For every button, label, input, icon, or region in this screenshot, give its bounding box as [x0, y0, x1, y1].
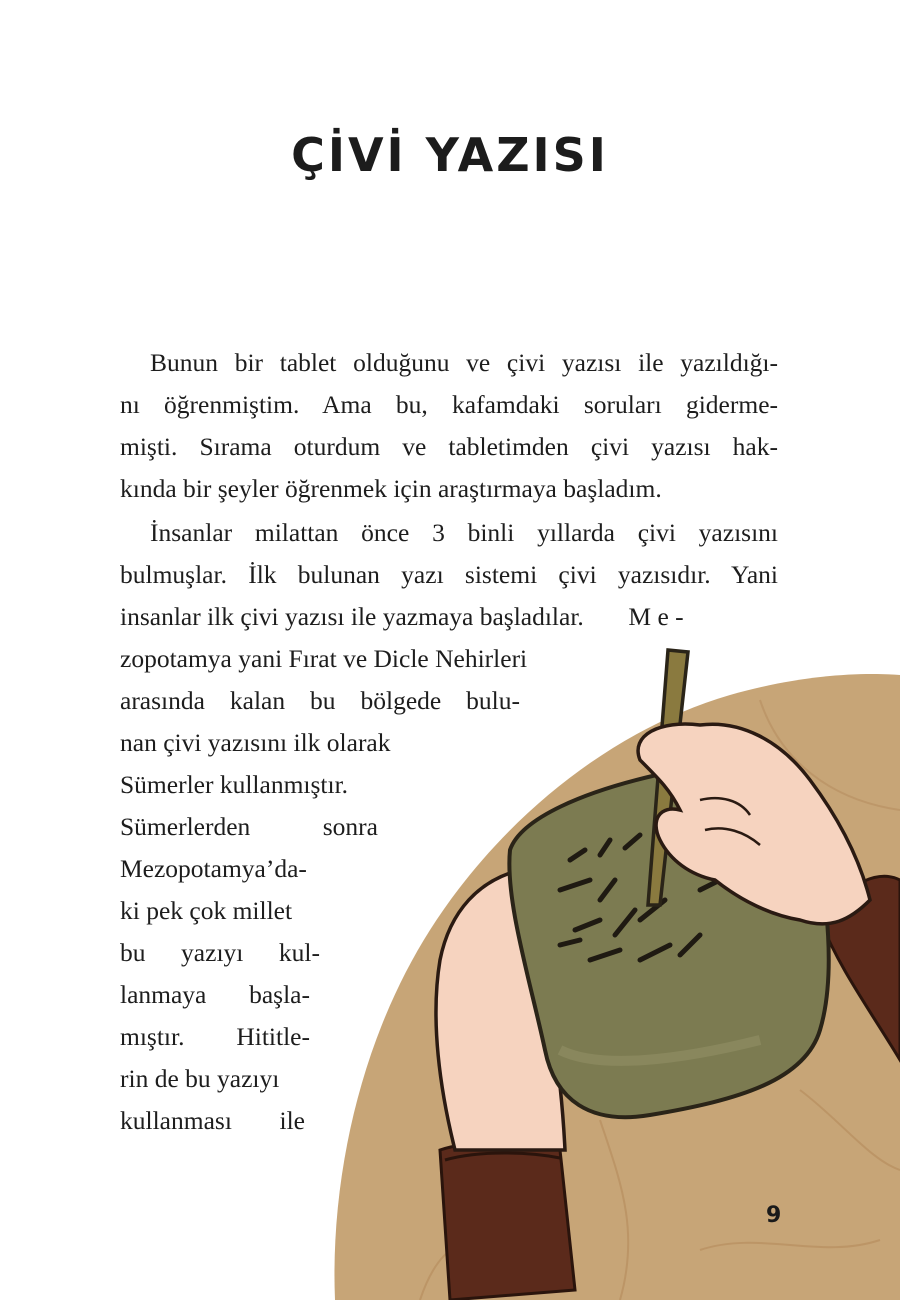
text-line: bulmuşlar. İlk bulunan yazı sistemi çivi yazısıdır. Yani	[120, 560, 778, 589]
paragraph-1	[120, 342, 778, 510]
paragraph-2	[120, 512, 778, 638]
text-line: insanlar ilk çivi yazısı ile yazmaya başladılar. M e -	[120, 602, 684, 631]
text-line: Bunun bir tablet olduğunu ve çivi yazısı ile yazıldığı-	[150, 348, 778, 377]
text-line: lanmaya başla-	[120, 980, 310, 1009]
text-line: arasında kalan bu bölgede bulu-	[120, 686, 520, 715]
text-line: mıştır. Hititle-	[120, 1022, 310, 1051]
text-line: İnsanlar milattan önce 3 binli yıllarda çivi yazısını	[150, 518, 778, 547]
text-line: rin de bu yazıyı	[120, 1064, 280, 1093]
text-line: kullanması ile	[120, 1106, 305, 1135]
text-line: nan çivi yazısını ilk olarak	[120, 728, 391, 757]
left-sleeve	[440, 1143, 575, 1300]
text-line: Sümerlerden sonra	[120, 812, 378, 841]
text-line: Sümerler kullanmıştır.	[120, 770, 349, 799]
text-line: ki pek çok millet	[120, 896, 293, 925]
paragraph-2-wrapped	[120, 638, 652, 1142]
page-number: 9	[766, 1203, 782, 1228]
page-title: ÇİVİ YAZISI	[291, 128, 609, 182]
text-line: nı öğrenmiştim. Ama bu, kafamdaki soruları giderme-	[120, 390, 778, 419]
text-line: kında bir şeyler öğrenmek için araştırmaya başladım.	[120, 474, 662, 503]
text-line: Mezopotamya’da-	[120, 854, 307, 883]
text-line: bu yazıyı kul-	[120, 938, 320, 967]
text-line: zopotamya yani Fırat ve Dicle Nehirleri	[120, 644, 528, 673]
text-line: mişti. Sırama oturdum ve tabletimden çivi yazısı hak-	[120, 432, 778, 461]
